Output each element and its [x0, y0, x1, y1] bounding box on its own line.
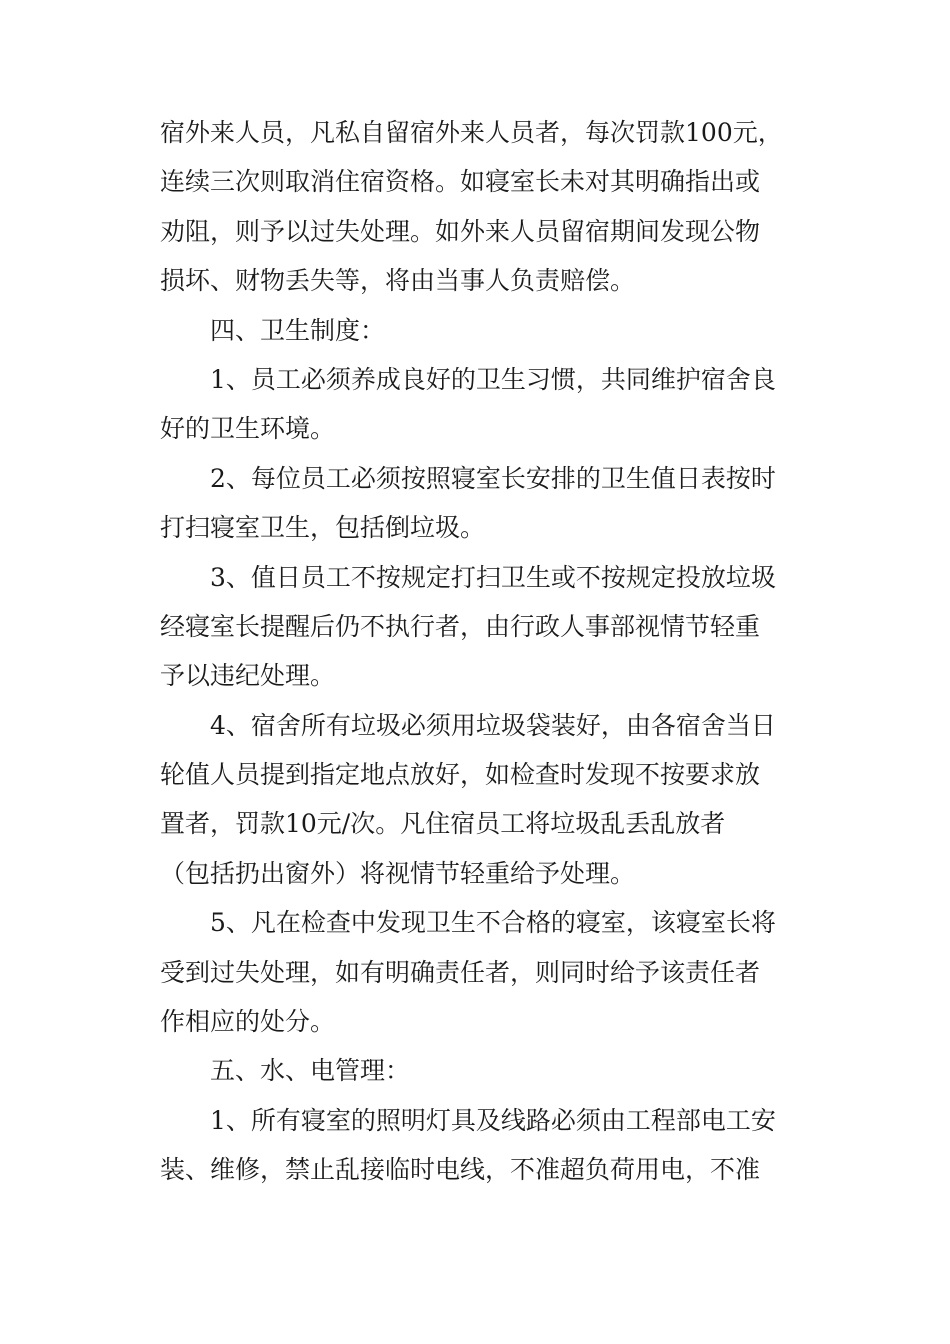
text-line: 3、值日员工不按规定打扫卫生或不按规定投放垃圾 [210, 562, 776, 592]
text-line: 1、员工必须养成良好的卫生习惯，共同维护宿舍良 [210, 364, 776, 394]
text-line: 予以违纪处理。 [160, 661, 336, 691]
text-line: 5、凡在检查中发现卫生不合格的寝室，该寝室长将 [210, 908, 776, 938]
text-line: 1、所有寝室的照明灯具及线路必须由工程部电工安 [210, 1105, 776, 1135]
text-line: （包括扔出窗外）将视情节轻重给予处理。 [160, 858, 636, 888]
text-line: 作相应的处分。 [160, 1007, 336, 1037]
document-body [160, 108, 800, 1195]
text-line: 4、宿舍所有垃圾必须用垃圾袋装好，由各宿舍当日 [210, 710, 776, 740]
text-line: 好的卫生环境。 [160, 414, 336, 444]
section-heading: 五、水、电管理： [210, 1056, 411, 1086]
text-line: 劝阻，则予以过失处理。如外来人员留宿期间发现公物 [160, 216, 761, 246]
text-line: 受到过失处理，如有明确责任者，则同时给予该责任者 [160, 957, 761, 987]
text-line: 经寝室长提醒后仍不执行者，由行政人事部视情节轻重 [160, 611, 761, 641]
text-line: 置者，罚款10元/次。凡住宿员工将垃圾乱丢乱放者 [160, 809, 726, 839]
text-line: 轮值人员提到指定地点放好，如检查时发现不按要求放 [160, 760, 761, 790]
text-line: 装、维修，禁止乱接临时电线，不准超负荷用电，不准 [160, 1155, 761, 1185]
text-line: 损坏、财物丢失等，将由当事人负责赔偿。 [160, 266, 636, 296]
section-heading: 四、卫生制度： [210, 315, 386, 345]
text-line: 宿外来人员，凡私自留宿外来人员者，每次罚款100元， [160, 118, 783, 147]
text-line: 连续三次则取消住宿资格。如寝室长未对其明确指出或 [160, 167, 761, 197]
text-line: 打扫寝室卫生，包括倒垃圾。 [160, 513, 486, 543]
text-line: 2、每位员工必须按照寝室长安排的卫生值日表按时 [210, 463, 776, 493]
